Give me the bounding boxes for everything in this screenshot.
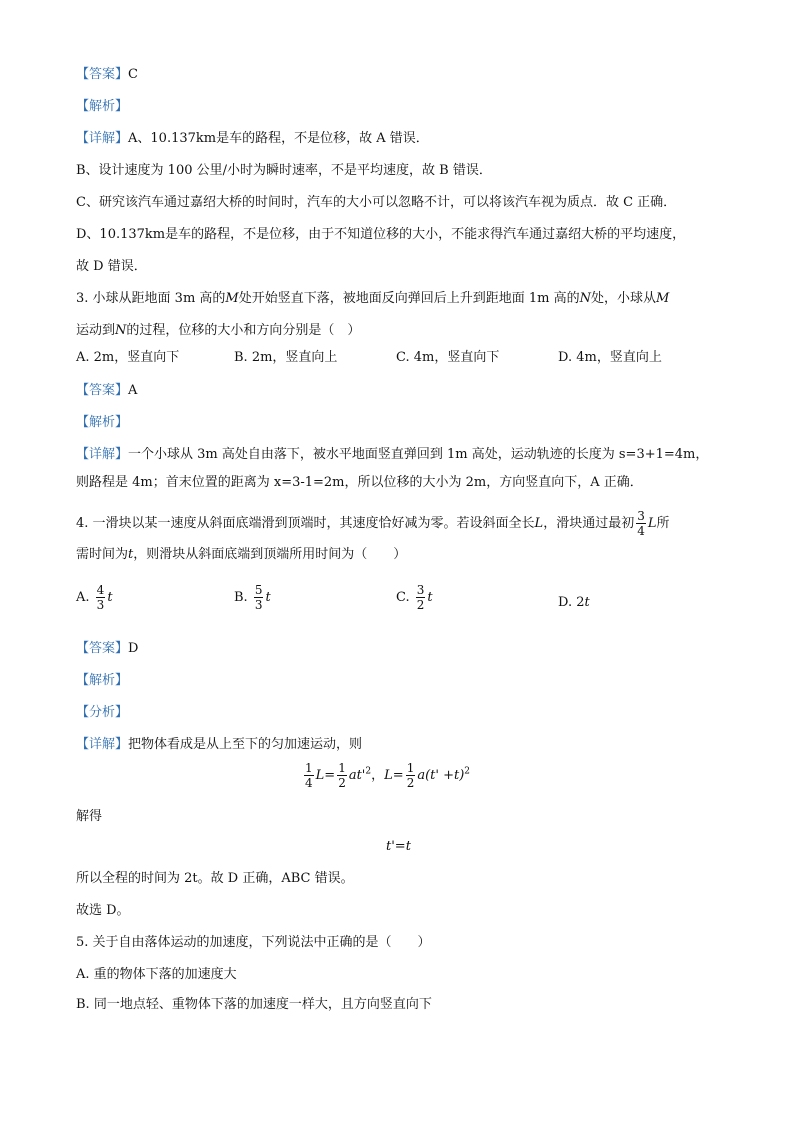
q4-stem-text: 所 xyxy=(656,516,670,531)
q3-stem-text: 处开始竖直下落，被地面反向弹回后上升到距地面 1m 高的 xyxy=(238,291,580,306)
q4-option-a xyxy=(76,584,113,611)
var-M: M xyxy=(225,291,239,306)
option-label: D. 2 xyxy=(558,595,585,610)
numerator: 4 xyxy=(96,583,105,597)
exponent: 2 xyxy=(464,766,471,777)
var-L: L xyxy=(534,516,544,531)
answer-tag: 【答案】 xyxy=(76,641,129,656)
q3-option-a: A. 2m，竖直向下 xyxy=(76,350,180,365)
detail-text: 一个小球从 3m 高处自由落下，被水平地面竖直弹回到 1m 高处，运动轨迹的长度为 s=3+1=4m， xyxy=(128,447,709,462)
option-label: A. xyxy=(76,590,90,605)
var-t: t xyxy=(427,590,433,605)
var-N: N xyxy=(115,323,127,338)
numerator: 1 xyxy=(406,761,415,775)
denominator: 3 xyxy=(254,598,263,612)
detail-text: A、10.137km是车的路程，不是位移，故 A 错误． xyxy=(128,131,429,146)
q3-stem-2 xyxy=(76,324,360,337)
analysis-tag: 【解析】 xyxy=(76,673,129,688)
var-L: L xyxy=(315,768,325,783)
answer-value: A xyxy=(128,383,138,398)
var-L: L xyxy=(647,516,657,531)
q3-stem-text: 运动到 xyxy=(76,323,116,338)
q3-stem-1 xyxy=(76,292,669,305)
q3-stem-text: 的过程，位移的大小和方向分别是（ ） xyxy=(126,323,361,338)
q2-detail-1 xyxy=(76,132,429,145)
denominator: 4 xyxy=(305,776,313,790)
q5-stem: 5. 关于自由落体运动的加速度，下列说法中正确的是（ ） xyxy=(76,935,431,950)
q4-jiede: 解得 xyxy=(76,809,103,824)
term-a: a(t' +t) xyxy=(417,768,465,783)
detail-tag: 【详解】 xyxy=(76,737,129,752)
option-label: B. xyxy=(234,590,248,605)
option-label: C. xyxy=(396,590,410,605)
q3-option-d: D. 4m，竖直向上 xyxy=(558,350,662,365)
q3-detail-1 xyxy=(76,448,708,461)
detail-tag: 【详解】 xyxy=(76,131,129,146)
answer-tag: 【答案】 xyxy=(76,67,129,82)
fraction xyxy=(636,510,646,537)
q2-detail-3: C、研究该汽车通过嘉绍大桥的时间时，汽车的大小可以忽略不计，可以将该汽车视为质点．故 C 正确． xyxy=(76,195,677,210)
fraction xyxy=(96,584,106,611)
var-M: M xyxy=(655,291,670,306)
q4-conclusion: 所以全程的时间为 2t。故 D 正确，ABC 错误。 xyxy=(76,871,354,886)
equals-sign: = xyxy=(324,768,336,783)
fraction xyxy=(337,762,347,789)
var-t: t xyxy=(265,590,271,605)
q3-stem-text: 处，小球从 xyxy=(590,291,656,306)
q4-stem-text: 4. 一滑块以某一速度从斜面底端滑到顶端时，其速度恰好减为零。若设斜面全长 xyxy=(76,516,535,531)
q4-option-c xyxy=(396,584,433,611)
q4-stem-2 xyxy=(76,548,406,561)
denominator: 3 xyxy=(96,598,105,612)
fraction xyxy=(406,762,416,789)
numerator: 1 xyxy=(338,761,346,775)
q4-option-d xyxy=(558,596,590,609)
numerator: 5 xyxy=(254,583,263,597)
q4-detail xyxy=(76,738,362,751)
exponent: 2 xyxy=(365,766,372,777)
q2-detail-5: 故 D 错误． xyxy=(76,259,147,274)
equals-sign: = xyxy=(392,768,404,783)
fraction xyxy=(254,584,264,611)
fraction xyxy=(304,762,314,789)
q2-detail-4: D、10.137km是车的路程，不是位移，由于不知道位移的大小，不能求得汽车通过嘉绍大桥的平均速度， xyxy=(76,227,686,242)
answer-tag: 【答案】 xyxy=(76,383,129,398)
answer-value: D xyxy=(128,641,139,656)
q3-stem-text: 3. 小球从距地面 3m 高的 xyxy=(76,291,226,306)
numerator: 3 xyxy=(416,583,425,597)
term-at: at' xyxy=(348,768,366,783)
var-L: L xyxy=(384,768,393,783)
detail-text: 把物体看成是从上至下的匀加速运动，则 xyxy=(128,737,363,752)
var-t: t xyxy=(107,590,113,605)
q3-detail-2: 则路程是 4m；首末位置的距离为 x=3-1=2m，所以位移的大小为 2m，方向竖直向下，A 正确． xyxy=(76,475,643,490)
denominator: 2 xyxy=(338,776,346,790)
q3-option-b: B. 2m，竖直向上 xyxy=(234,350,338,365)
denominator: 4 xyxy=(637,524,645,538)
denominator: 2 xyxy=(406,776,415,790)
q4-stem-text: ，滑块通过最初 xyxy=(543,516,635,531)
analysis-tag: 【解析】 xyxy=(76,415,129,430)
detail-tag: 【详解】 xyxy=(76,447,129,462)
q4-result: t'=t xyxy=(386,839,411,854)
q2-detail-2: B、设计速度为 100 公里/小时为瞬时速率，不是平均速度，故 B 错误． xyxy=(76,163,492,178)
var-t: t xyxy=(584,595,590,610)
numerator: 1 xyxy=(305,761,313,775)
denominator: 2 xyxy=(416,598,425,612)
q4-option-b xyxy=(234,584,271,611)
fraction xyxy=(416,584,426,611)
q5-option-a: A. 重的物体下落的加速度大 xyxy=(76,967,237,982)
q4-choice: 故选 D。 xyxy=(76,903,130,918)
var-N: N xyxy=(579,291,591,306)
q3-answer xyxy=(76,384,137,397)
separator: ， xyxy=(371,768,385,783)
var-t: t xyxy=(128,547,134,562)
q4-stem-1 xyxy=(76,510,670,537)
q4-stem-text: 需时间为 xyxy=(76,547,129,562)
q3-option-c: C. 4m，竖直向下 xyxy=(396,350,500,365)
q5-option-b: B. 同一地点轻、重物体下落的加速度一样大，且方向竖直向下 xyxy=(76,997,432,1012)
answer-value: C xyxy=(128,67,138,82)
analysis-tag: 【解析】 xyxy=(76,99,129,114)
q2-answer xyxy=(76,68,138,81)
q4-equation xyxy=(302,762,470,789)
q4-stem-text: ，则滑块从斜面底端到顶端所用时间为（ ） xyxy=(133,547,407,562)
numerator: 3 xyxy=(637,509,645,523)
fenxi-tag: 【分析】 xyxy=(76,705,129,720)
q4-answer xyxy=(76,642,138,655)
